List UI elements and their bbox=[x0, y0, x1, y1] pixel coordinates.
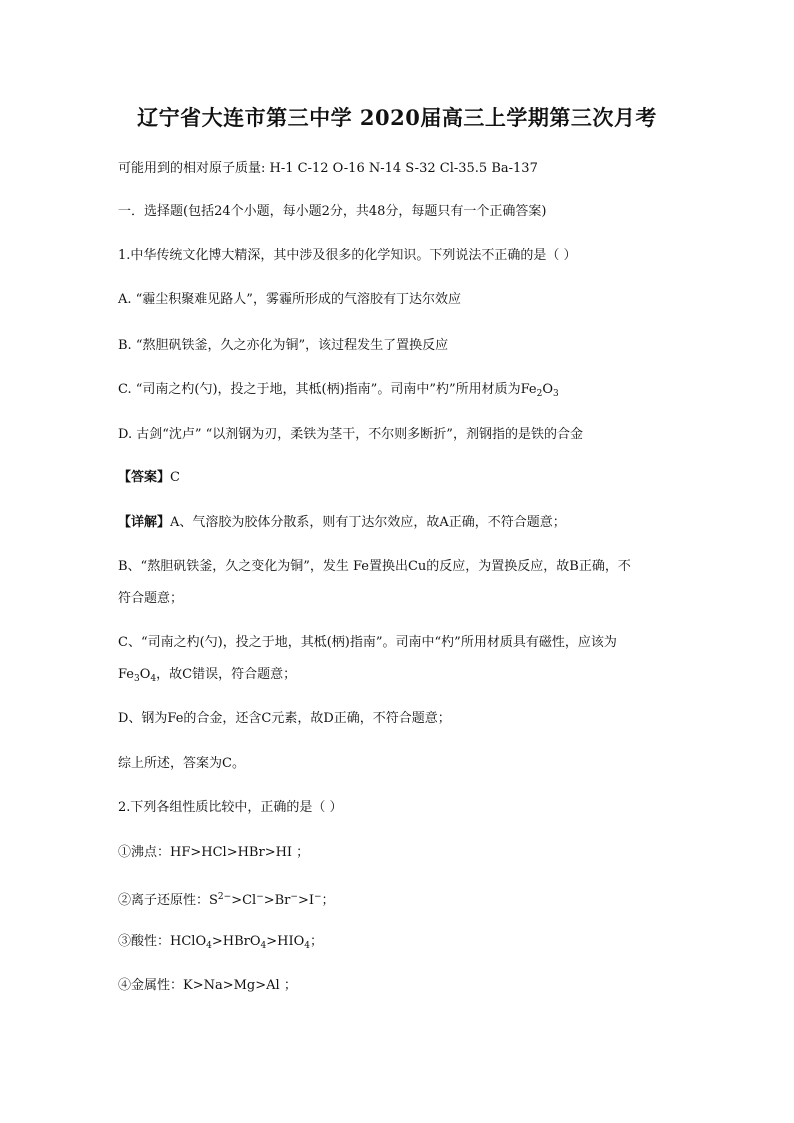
explanation-a bbox=[118, 515, 566, 531]
explanation-summary: 综上所述，答案为C。 bbox=[118, 756, 245, 771]
subscript: 2 bbox=[536, 389, 543, 399]
explanation-c-line1: C、“司南之杓(勺)，投之于地，其柢(柄)指南”。司南中“杓”所用材质具有磁性，应该为 bbox=[118, 635, 617, 650]
explanation-b-line2: 符合题意； bbox=[118, 591, 184, 606]
item-text: >Br bbox=[263, 893, 291, 908]
question-1-option-b: B. “熬胆矾铁釜，久之亦化为铜”，该过程发生了置换反应 bbox=[118, 338, 449, 353]
superscript: 2− bbox=[217, 892, 232, 902]
explanation-c-line2 bbox=[118, 667, 296, 687]
explanation-d: D、钢为Fe的合金，还含C元素，故D正确，不符合题意； bbox=[118, 711, 451, 726]
item-text: ； bbox=[310, 934, 324, 949]
question-2-item-4: ④金属性：K>Na>Mg>Al ； bbox=[118, 978, 297, 993]
item-text: >I bbox=[297, 893, 314, 908]
subscript: 3 bbox=[134, 674, 140, 684]
question-1-option-a: A. “霾尘积聚难见路人”，雾霾所形成的气溶胶有丁达尔效应 bbox=[118, 292, 461, 307]
question-2-item-1: ①沸点：HF>HCl>HBr>HI ； bbox=[118, 845, 310, 860]
question-2-item-3 bbox=[118, 934, 323, 954]
formula-text: O bbox=[542, 382, 554, 397]
subscript: 4 bbox=[260, 941, 267, 951]
explanation-b-line1: B、“熬胆矾铁釜，久之变化为铜”，发生 Fe置换出Cu的反应，为置换反应，故B正确，不 bbox=[118, 559, 631, 574]
subscript: 4 bbox=[206, 941, 212, 951]
document-title: 辽宁省大连市第三中学 2020届高三上学期第三次月考 bbox=[137, 105, 657, 130]
explanation-c-tail: ，故C错误，符合题意； bbox=[156, 667, 297, 682]
subscript: 4 bbox=[150, 674, 157, 684]
section-heading: 一．选择题(包括24个小题，每小题2分，共48分，每题只有一个正确答案) bbox=[118, 204, 547, 219]
answer-label: 【答案】 bbox=[118, 470, 171, 485]
question-2-item-2 bbox=[118, 889, 335, 909]
question-1-stem: 1.中华传统文化博大精深，其中涉及很多的化学知识。下列说法不正确的是（ ） bbox=[118, 248, 577, 263]
superscript: − bbox=[256, 892, 264, 902]
subscript: 4 bbox=[304, 941, 310, 951]
item-text: ； bbox=[321, 893, 335, 908]
answer-value: C bbox=[170, 470, 180, 485]
superscript: − bbox=[313, 892, 322, 902]
formula-text: O bbox=[139, 667, 151, 682]
item-text: ③酸性：HClO bbox=[118, 934, 207, 949]
item-text: >Cl bbox=[231, 893, 257, 908]
question-1-option-d: D. 古剑“沈卢” “以剂钢为刃，柔铁为茎干，不尔则多断折”，剂钢指的是铁的合金 bbox=[118, 427, 583, 442]
explanation-a-text: A、气溶胶为胶体分散系，则有丁达尔效应，故A正确，不符合题意； bbox=[170, 515, 566, 530]
atomic-masses-line: 可能用到的相对原子质量: H-1 C-12 O-16 N-14 S-32 Cl-35.5 Ba-137 bbox=[118, 161, 538, 176]
question-1-option-c bbox=[118, 382, 559, 402]
item-text: >HIO bbox=[266, 934, 305, 949]
answer-line bbox=[118, 470, 180, 486]
superscript: − bbox=[290, 892, 298, 902]
explanation-label: 【详解】 bbox=[118, 515, 171, 530]
option-c-text: C. “司南之杓(勺)，投之于地，其柢(柄)指南”。司南中”杓”所用材质为Fe bbox=[118, 382, 537, 397]
formula-text: Fe bbox=[118, 667, 135, 682]
item-text: >HBrO bbox=[211, 934, 261, 949]
question-2-stem: 2.下列各组性质比较中，正确的是（ ） bbox=[118, 800, 343, 815]
item-text: ②离子还原性：S bbox=[118, 893, 218, 908]
subscript: 3 bbox=[553, 389, 559, 399]
